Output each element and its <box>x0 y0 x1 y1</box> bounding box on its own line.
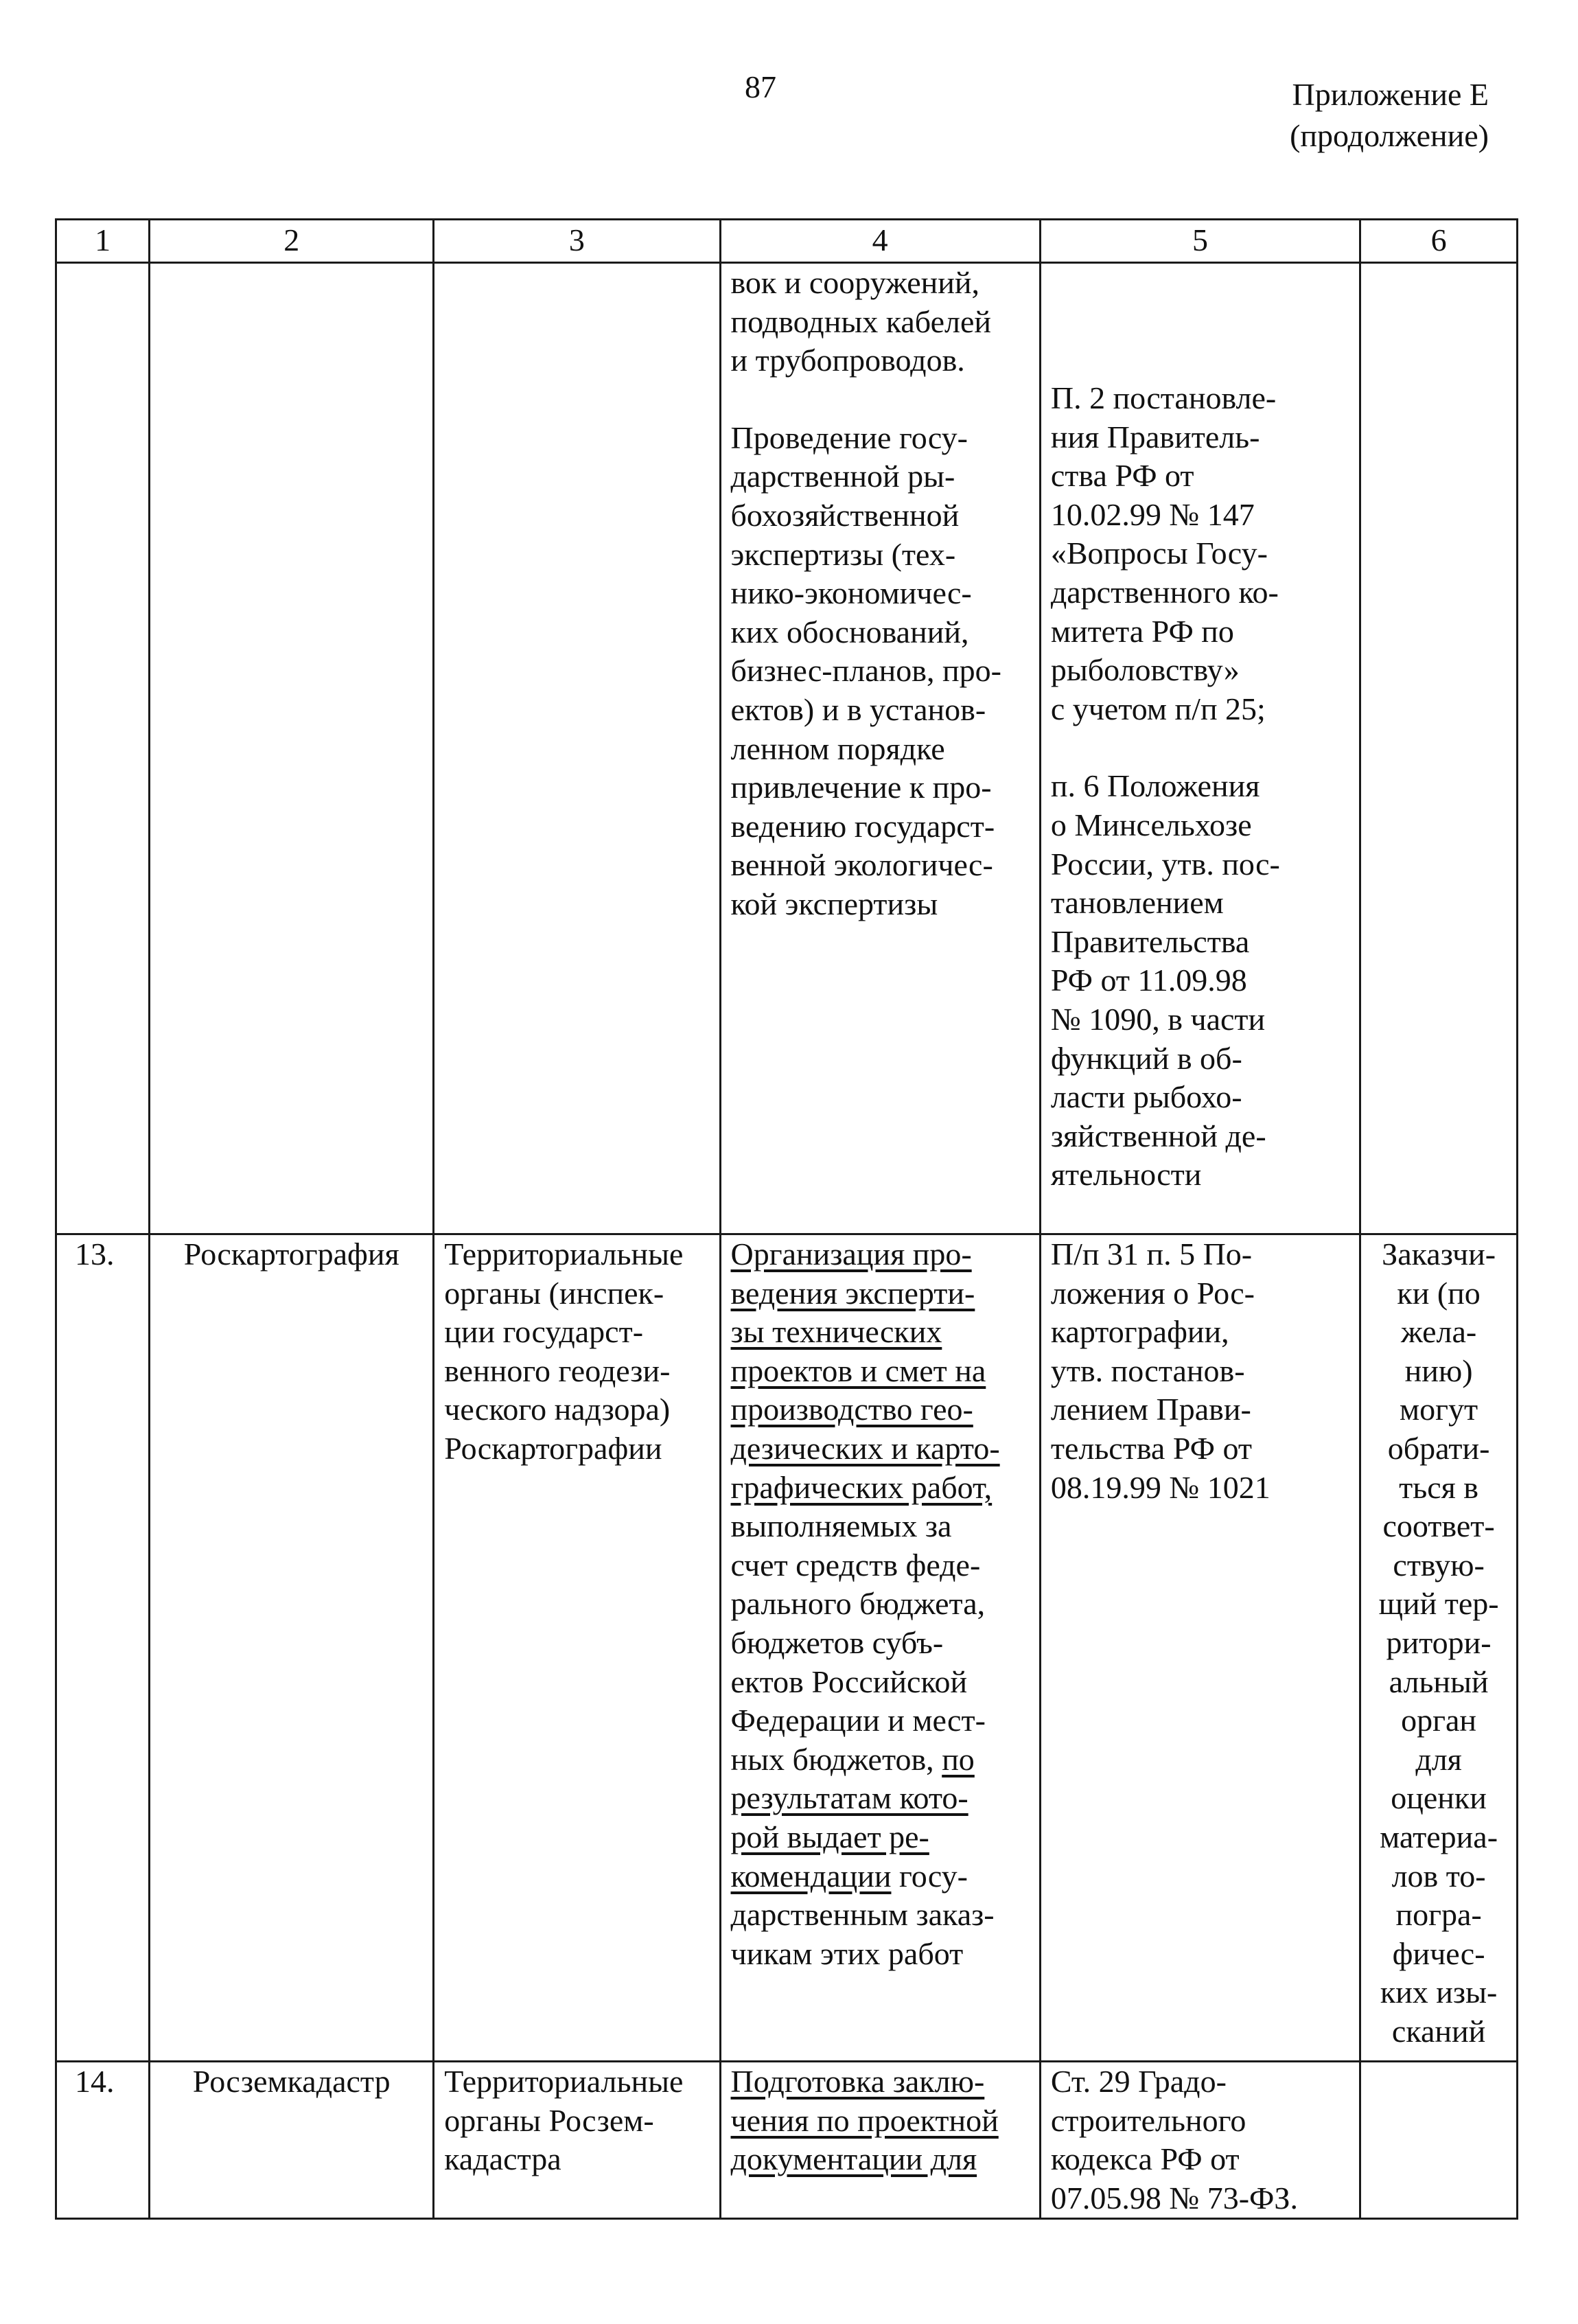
row14-bodies: Территориальные органы Росзем- кадастра <box>444 2064 684 2177</box>
cell-continuation-4 <box>720 263 1040 1234</box>
row13-note-cell <box>1360 1234 1518 2062</box>
row13-number: 13. <box>56 1234 150 2062</box>
row14-number: 14. <box>56 2062 150 2219</box>
continuation-basis-text-1: П. 2 постановле- ния Правитель- ства РФ от 10.02.99 № 147 «Вопросы Госу- дарственного ко- митета РФ по рыболовству» с учетом п/п 25; <box>1050 380 1279 726</box>
row13-agency: Роскартография <box>150 1234 434 2062</box>
column-header-6: 6 <box>1360 220 1518 263</box>
row13-function-underlined-2: по результатам кото- рой выдает ре- комендации <box>730 1741 975 1894</box>
continuation-function-text-2: Проведение госу- дарственной ры- бохозяйственной экспертизы (тех- нико-экономичес- ких обоснований, бизнес-планов, про- ектов) и в установ- ленном порядке привлечение к про- ведению государст- венной экологичес- кой экспертизы <box>730 419 1001 921</box>
row13-function <box>731 1235 1030 1973</box>
appendix-table <box>55 218 1518 2220</box>
row14-agency: Росземкадастр <box>150 2062 434 2219</box>
table-row-13 <box>56 1234 1518 2062</box>
appendix-title <box>1077 74 1489 157</box>
row14-note <box>1360 2062 1518 2219</box>
row14-bodies-cell <box>434 2062 720 2219</box>
column-header-2: 2 <box>150 220 434 263</box>
row14-function: Подготовка заклю- чения по проектной документации для <box>730 2064 999 2177</box>
table-row-14 <box>56 2062 1518 2219</box>
row13-bodies-cell <box>434 1234 720 2062</box>
row14-basis: Ст. 29 Градо- строительного кодекса РФ от 07.05.98 № 73-ФЗ. <box>1050 2064 1298 2216</box>
page-number: 87 <box>745 69 776 104</box>
row13-basis: П/п 31 п. 5 По- ложения о Рос- картографии, утв. постанов- лением Прави- тельства РФ от 08.19.99 № 1021 <box>1050 1236 1270 1505</box>
row13-function-underlined-1: Организация про- ведения эксперти- зы технических проектов и смет на производство гео- дезических и карто- графических работ, <box>730 1236 1000 1505</box>
column-header-1: 1 <box>56 220 150 263</box>
continuation-basis-text-2: п. 6 Положения о Минсельхозе России, утв. пос- тановлением Правительства РФ от 11.09.98 № 1090, в части функций в об- ласти рыбохо- зяйственной де- ятельности <box>1050 768 1280 1193</box>
cell-continuation-3 <box>434 263 720 1234</box>
row13-function-plain-1: выполняемых за счет средств феде- рального бюджета, бюджетов субъ- ектов Российской Федерации и мест- ных бюджетов, <box>730 1508 986 1777</box>
column-header-5: 5 <box>1040 220 1360 263</box>
cell-continuation-1 <box>56 263 150 1234</box>
row13-function-cell <box>720 1234 1040 2062</box>
row14-function-cell <box>720 2062 1040 2219</box>
continuation-function-text-1: вок и сооружений, подводных кабелей и трубопроводов. <box>730 265 991 378</box>
row13-bodies: Территориальные органы (инспек- ции государст- венного геодези- ческого надзора) Роскартографии <box>444 1236 684 1466</box>
column-header-3: 3 <box>434 220 720 263</box>
cell-continuation-2 <box>150 263 434 1234</box>
appendix-title-line2: (продолжение) <box>1290 118 1489 153</box>
cell-continuation-5 <box>1040 263 1360 1234</box>
row13-basis-cell <box>1040 1234 1360 2062</box>
table-row-continuation <box>56 263 1518 1234</box>
appendix-title-line1: Приложение Е <box>1292 77 1489 112</box>
row14-basis-cell <box>1040 2062 1360 2219</box>
row13-function-plain-2: госу- дарственным заказ- чикам этих работ <box>730 1858 995 1971</box>
table-header-row <box>56 220 1518 263</box>
cell-continuation-6 <box>1360 263 1518 1234</box>
row13-note: Заказчи- ки (по жела- нию) могут обрати- ться в соответ- ствую- щий тер- ритори- альный орган для оценки материа- лов то- погра- фичес- ких изы- сканий <box>1378 1236 1499 2049</box>
column-header-4: 4 <box>720 220 1040 263</box>
